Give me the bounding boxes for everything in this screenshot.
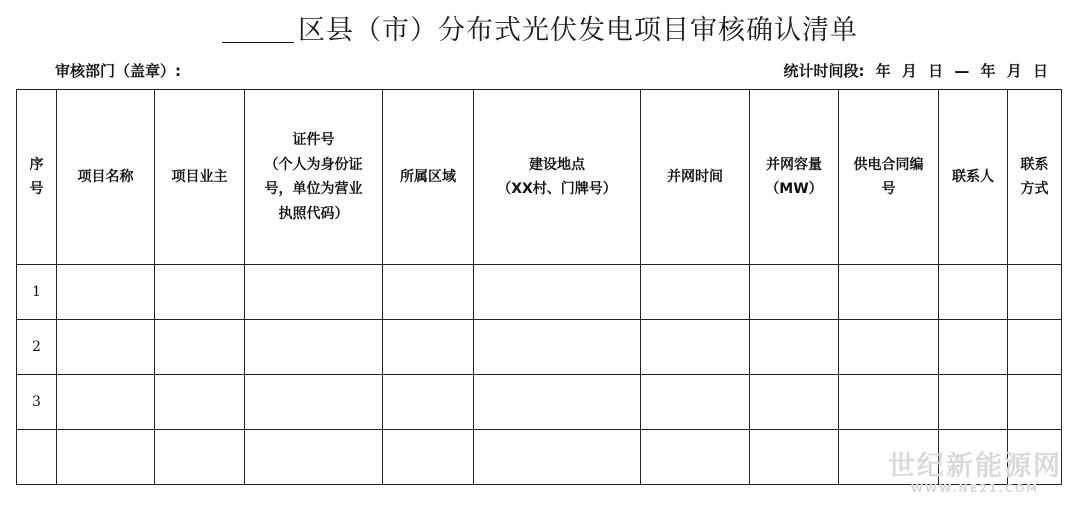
header-cell-4 bbox=[383, 90, 474, 265]
table-cell bbox=[939, 320, 1008, 375]
header-text: 号 bbox=[881, 181, 896, 197]
table-cell bbox=[245, 430, 383, 485]
table-cell bbox=[383, 265, 474, 320]
header-text: 项目业主 bbox=[171, 168, 228, 185]
table-cell bbox=[939, 265, 1008, 320]
table-cell bbox=[1008, 320, 1062, 375]
table-cell bbox=[641, 430, 750, 485]
table-cell bbox=[1008, 265, 1062, 320]
table-cell bbox=[155, 320, 245, 375]
header-cell-9 bbox=[939, 90, 1008, 265]
table-cell bbox=[57, 265, 155, 320]
table-header-row bbox=[17, 90, 1062, 265]
header-text: （XX村、门牌号） bbox=[497, 181, 617, 197]
table-cell bbox=[155, 430, 245, 485]
table-cell bbox=[383, 375, 474, 430]
period-label: 统计时间段: 年 月 日 — 年 月 日 bbox=[783, 62, 1048, 80]
header-text: 供电合同编 bbox=[853, 156, 924, 173]
table-cell bbox=[641, 320, 750, 375]
table-cell bbox=[839, 320, 939, 375]
table-cell bbox=[839, 375, 939, 430]
table-cell bbox=[155, 265, 245, 320]
header-cell-6 bbox=[641, 90, 750, 265]
header-cell-1 bbox=[57, 90, 155, 265]
watermark-url: WWW.NE21.COM bbox=[910, 482, 1040, 495]
header-text: 并网时间 bbox=[667, 168, 723, 185]
header-text: 联系人 bbox=[952, 168, 994, 185]
header-text: 联系 bbox=[1020, 156, 1049, 173]
table-cell bbox=[1008, 375, 1062, 430]
table-cell bbox=[939, 375, 1008, 430]
table-cell bbox=[245, 320, 383, 375]
header-text: 证件号 bbox=[292, 132, 335, 148]
table-cell bbox=[245, 375, 383, 430]
table-cell bbox=[474, 320, 641, 375]
table-cell bbox=[57, 320, 155, 375]
dept-label: 审核部门（盖章）: bbox=[55, 62, 181, 80]
row-number-cell: 3 bbox=[17, 375, 57, 430]
table-cell bbox=[641, 265, 750, 320]
watermark-brand: 世纪新能源网 bbox=[888, 451, 1062, 482]
header-cell-0 bbox=[17, 90, 57, 265]
header-text: （MW） bbox=[765, 181, 823, 197]
table-cell bbox=[383, 320, 474, 375]
table-row bbox=[17, 265, 1062, 320]
header-text: 执照代码） bbox=[278, 205, 349, 222]
header-cell-7 bbox=[750, 90, 839, 265]
document-title bbox=[0, 8, 1080, 47]
header-cell-8 bbox=[839, 90, 939, 265]
header-text: 项目名称 bbox=[77, 168, 134, 185]
row-number-cell bbox=[17, 430, 57, 485]
table-cell bbox=[474, 265, 641, 320]
table-row bbox=[17, 375, 1062, 430]
header-cell-3 bbox=[245, 90, 383, 265]
table-cell bbox=[245, 265, 383, 320]
project-table bbox=[16, 89, 1062, 485]
header-text: 并网容量 bbox=[766, 156, 822, 173]
header-text: 序 bbox=[29, 156, 44, 173]
table-cell bbox=[474, 375, 641, 430]
header-cell-10 bbox=[1008, 90, 1062, 265]
header-cell-2 bbox=[155, 90, 245, 265]
table-cell bbox=[750, 320, 839, 375]
header-cell-5 bbox=[474, 90, 641, 265]
table-cell bbox=[839, 265, 939, 320]
header-text: 所属区域 bbox=[400, 168, 456, 185]
title-blank-line bbox=[222, 16, 294, 43]
header-text: 方式 bbox=[1020, 181, 1049, 197]
table-row bbox=[17, 320, 1062, 375]
header-text: （个人为身份证 bbox=[264, 156, 363, 173]
table-cell bbox=[641, 375, 750, 430]
table-cell bbox=[155, 375, 245, 430]
table-cell bbox=[750, 430, 839, 485]
table-cell bbox=[57, 375, 155, 430]
table-cell bbox=[57, 430, 155, 485]
header-text: 建设地点 bbox=[529, 156, 585, 173]
table-cell bbox=[750, 265, 839, 320]
row-number-cell: 2 bbox=[17, 320, 57, 375]
header-text: 号 bbox=[29, 181, 44, 197]
table-cell bbox=[750, 375, 839, 430]
header-text: 号，单位为营业 bbox=[264, 181, 363, 197]
watermark bbox=[888, 452, 1062, 495]
table-cell bbox=[383, 430, 474, 485]
table-cell bbox=[474, 430, 641, 485]
title-text: 区县（市）分布式光伏发电项目审核确认清单 bbox=[298, 15, 858, 46]
row-number-cell: 1 bbox=[17, 265, 57, 320]
